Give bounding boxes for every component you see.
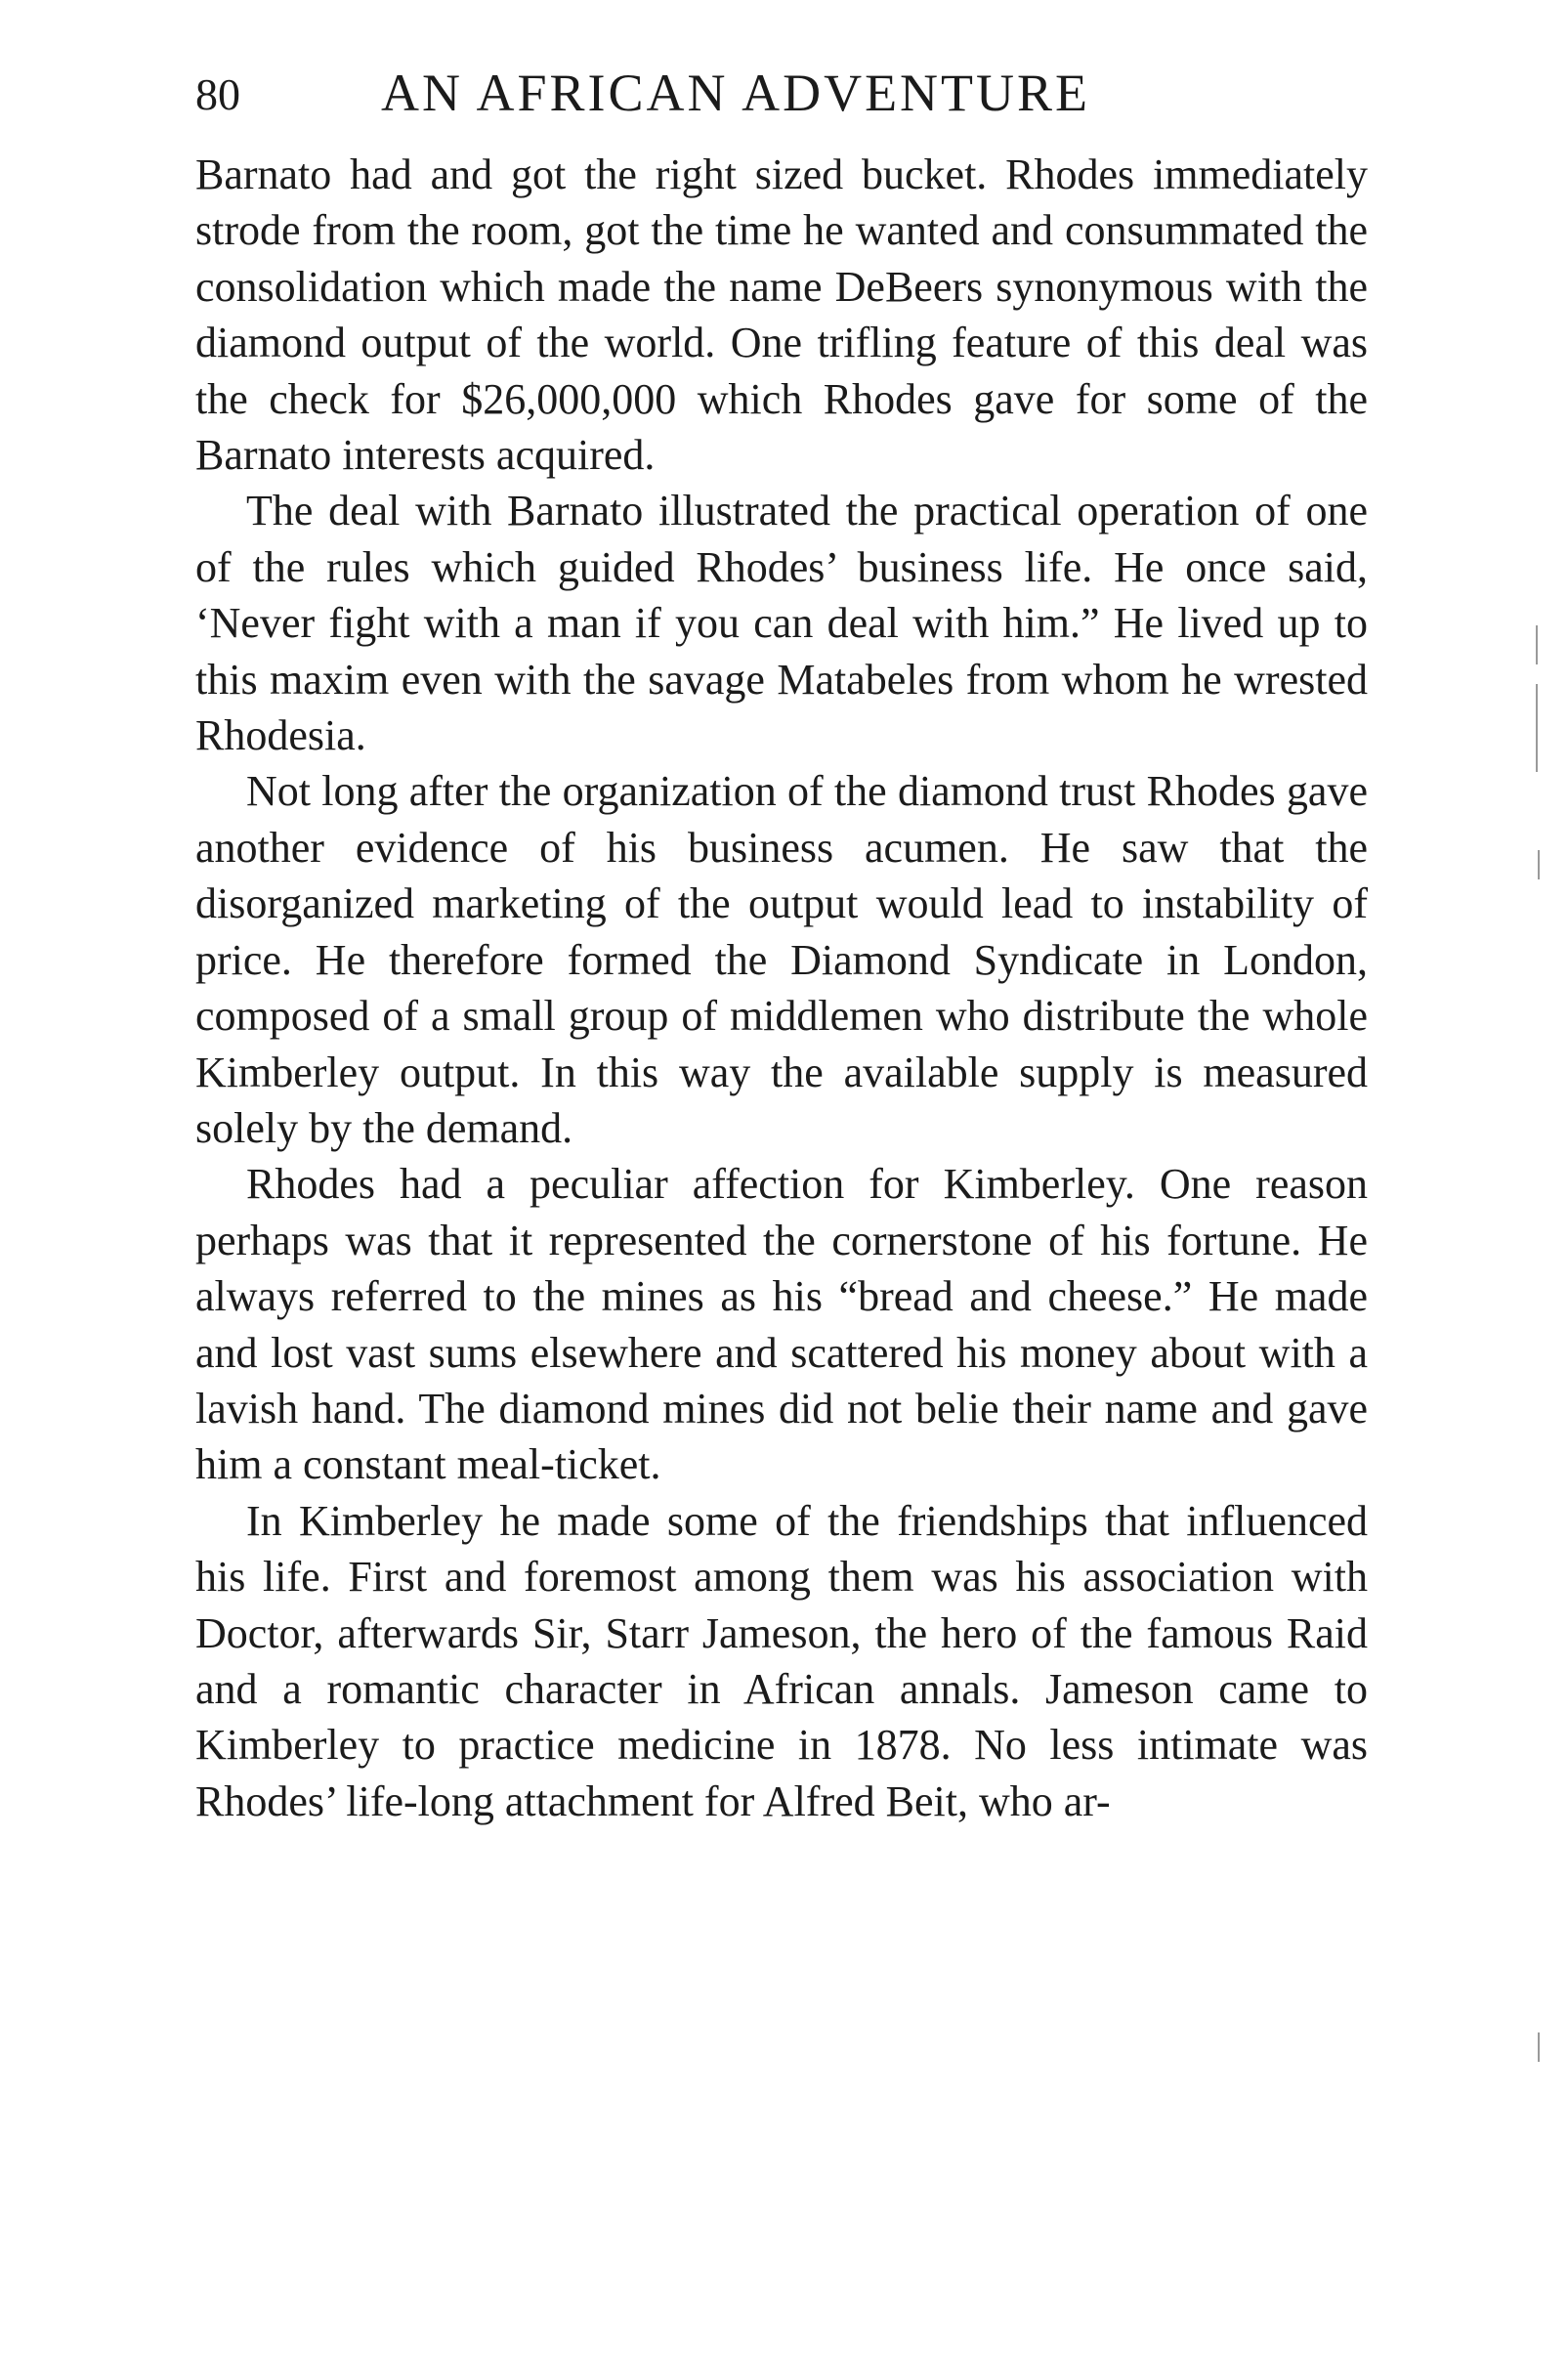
scan-mark [1536,625,1538,664]
paragraph-4: Rhodes had a peculiar affection for Kimberley. One reason perhaps was that it represented the cornerstone of his fortune. He always referred to the mines as his “bread and cheese.” He made and lost vast sums elsewhere and scattered his money about with a lavish hand. The diamond mines did not belie their name and gave him a constant meal-ticket. [195,1160,1368,1489]
paragraph-3: Not long after the organization of the diamond trust Rhodes gave another evidence of his business acumen. He saw that the disorganized marketing of the output would lead to instability of price. He therefore formed the Diamond Syndicate in London, composed of a small group of middlemen who distribute the whole Kimberley output. In this way the available supply is measured solely by the demand. [195,767,1368,1152]
running-head [195,57,1368,135]
paragraph-1: Barnato had and got the right sized bucket. Rhodes immediately strode from the room, got the time he wanted and consummated the consolidation which made the name DeBeers synonymous with the diamond output of the world. One trifling feature of this deal was the check for $26,000,000 which Rhodes gave for some of the Barnato interests acquired. [195,150,1368,480]
scan-mark [1538,850,1540,879]
scan-mark [1536,684,1538,772]
page-number: 80 [195,69,240,119]
scan-mark [1538,2032,1540,2062]
book-page [195,0,1368,2353]
body-text [195,147,1368,1829]
paragraph-2: The deal with Barnato illustrated the practical operation of one of the rules which guided Rhodes’ business life. He once said, ‘Never fight with a man if you can deal with him.” He lived up to this maxim even with the savage Matabeles from whom he wrested Rhodesia. [195,487,1368,760]
running-title: AN AFRICAN ADVENTURE [381,64,1091,122]
paragraph-5: In Kimberley he made some of the friendships that influenced his life. First and foremost among them was his association with Doctor, afterwards Sir, Starr Jameson, the hero of the famous Raid and a romantic character in African annals. Jameson came to Kimberley to practice medicine in 1878. No less intimate was Rhodes’ life-long attachment for Alfred Beit, who ar- [195,1496,1368,1825]
